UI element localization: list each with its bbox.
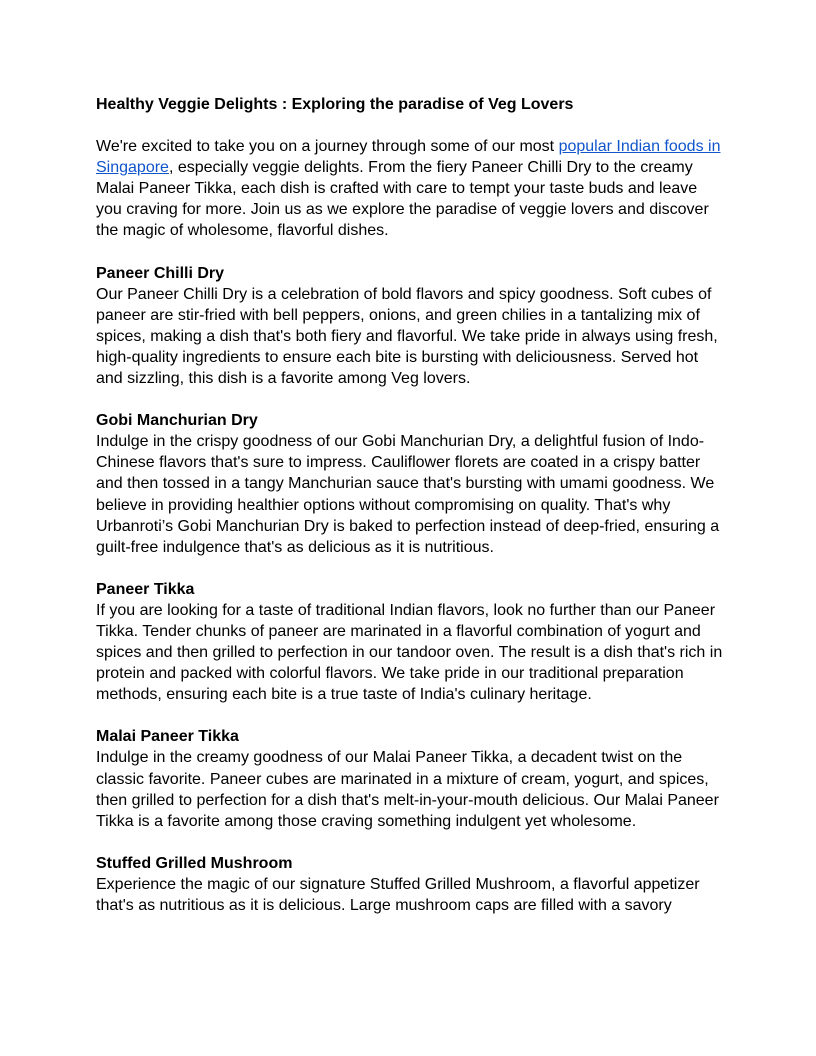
intro-text-after-link: , especially veggie delights. From the fiery Paneer Chilli Dry to the creamy Malai Paneer Tikka, each dish is crafted with care to tempt your taste buds and leave you craving for more. Join us as we explore the paradise of veggie lovers and discover the magic of wholesome, flavorful dishes.	[96, 159, 709, 240]
section-heading: Stuffed Grilled Mushroom	[96, 854, 293, 872]
section-heading: Paneer Tikka	[96, 580, 195, 598]
intro-paragraph	[96, 136, 724, 241]
section-malai-paneer-tikka	[96, 726, 724, 831]
section-body: Indulge in the creamy goodness of our Malai Paneer Tikka, a decadent twist on the classic favorite. Paneer cubes are marinated in a mixture of cream, yogurt, and spices, then grilled to perfection for a dish that's melt-in-your-mouth delicious. Our Malai Paneer Tikka is a favorite among those craving something indulgent yet wholesome.	[96, 749, 719, 830]
intro-text-before-link: We're excited to take you on a journey through some of our most	[96, 138, 559, 156]
section-body: Indulge in the crispy goodness of our Gobi Manchurian Dry, a delightful fusion of Indo-Chinese flavors that's sure to impress. Cauliflower florets are coated in a crispy batter and then tossed in a tangy Manchurian sauce that's bursting with umami goodness. We believe in providing healthier options without compromising on quality. That's why Urbanroti’s Gobi Manchurian Dry is baked to perfection instead of deep-fried, ensuring a guilt-free indulgence that's as delicious as it is nutritious.	[96, 433, 720, 556]
popular-indian-foods-link[interactable]: popular Indian foods in Singapore	[96, 138, 721, 177]
document-page	[96, 94, 724, 937]
section-paneer-chilli-dry	[96, 263, 724, 390]
section-paneer-tikka	[96, 579, 724, 706]
section-heading: Malai Paneer Tikka	[96, 728, 239, 746]
section-heading: Paneer Chilli Dry	[96, 264, 225, 282]
document-title: Healthy Veggie Delights : Exploring the paradise of Veg Lovers	[96, 96, 574, 113]
section-body: Experience the magic of our signature Stuffed Grilled Mushroom, a flavorful appetizer that's as nutritious as it is delicious. Large mushroom caps are filled with a savory	[96, 875, 700, 914]
section-heading: Gobi Manchurian Dry	[96, 412, 258, 430]
section-stuffed-grilled-mushroom	[96, 853, 724, 916]
section-gobi-manchurian-dry	[96, 410, 724, 558]
section-body: If you are looking for a taste of traditional Indian flavors, look no further than our Paneer Tikka. Tender chunks of paneer are marinated in a flavorful combination of yogurt and spices and then grilled to perfection in our tandoor oven. The result is a dish that's rich in protein and packed with colorful flavors. We take pride in our traditional preparation methods, ensuring each bite is a true taste of India's culinary heritage.	[96, 601, 723, 704]
section-body: Our Paneer Chilli Dry is a celebration of bold flavors and spicy goodness. Soft cubes of paneer are stir-fried with bell peppers, onions, and green chilies in a tantalizing mix of spices, making a dish that's both fiery and flavorful. We take pride in always using fresh, high-quality ingredients to ensure each bite is bursting with deliciousness. Served hot and sizzling, this dish is a favorite among Veg lovers.	[96, 285, 718, 388]
